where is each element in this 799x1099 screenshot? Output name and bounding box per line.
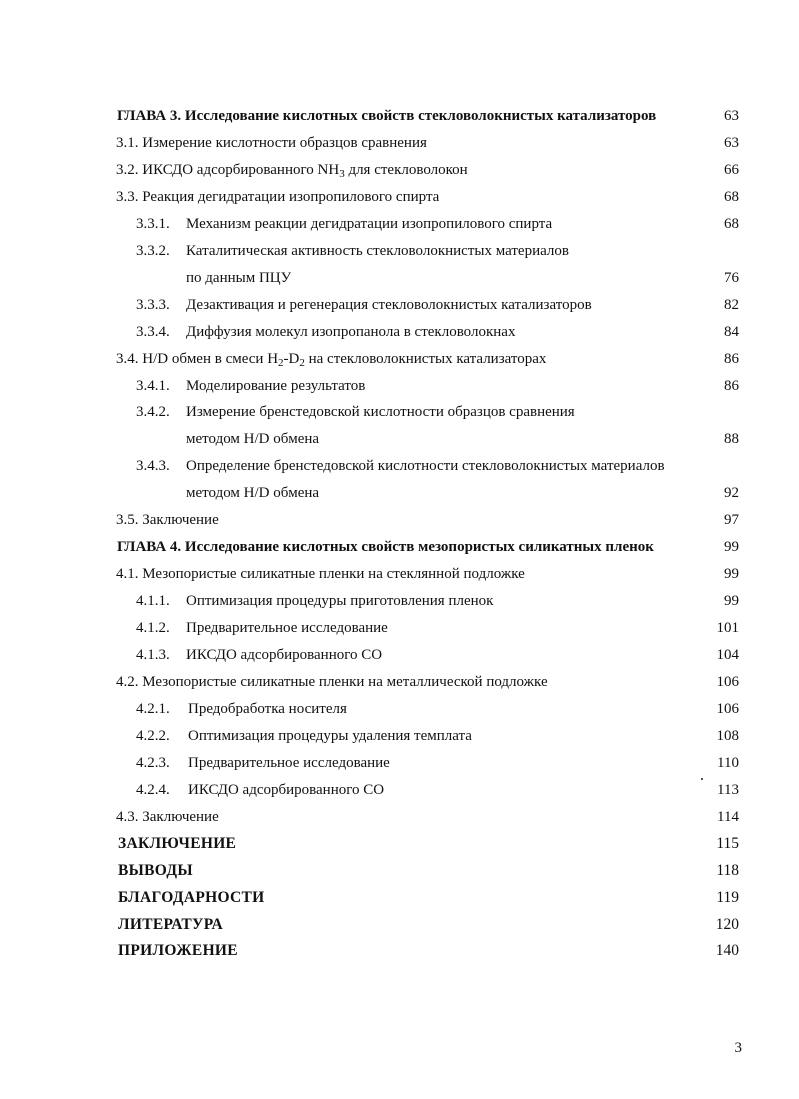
toc-entry bbox=[0, 429, 799, 456]
subsection-number: 4.2.3. bbox=[136, 754, 170, 771]
toc-entry-title bbox=[136, 645, 382, 665]
toc-entry bbox=[0, 780, 799, 807]
toc-entry-page: 76 bbox=[724, 269, 739, 286]
toc-entry-title: 3.5. Заключение bbox=[116, 512, 219, 529]
toc-entry-page: 68 bbox=[724, 215, 739, 232]
subsection-title: Оптимизация процедуры удаления темплата bbox=[188, 727, 472, 744]
toc-entry-title: ЛИТЕРАТУРА bbox=[118, 915, 223, 933]
subsection-title: Механизм реакции дегидратации изопропилового спирта bbox=[186, 215, 553, 232]
toc-entry bbox=[0, 349, 799, 376]
toc-entry bbox=[0, 295, 799, 322]
toc-entry-title: ГЛАВА 3. Исследование кислотных свойств стекловолокнистых катализаторов bbox=[117, 108, 657, 124]
toc-entry-page: 119 bbox=[716, 888, 739, 906]
title-text: -D bbox=[283, 350, 300, 367]
subsection-title: Измерение бренстедовской кислотности образцов сравнения bbox=[186, 404, 575, 421]
toc-entry bbox=[0, 699, 799, 726]
subsection-title: Предварительное исследование bbox=[188, 754, 390, 771]
toc-entry-page: 110 bbox=[717, 754, 739, 771]
toc-entry-title bbox=[136, 295, 592, 315]
toc-entry bbox=[0, 322, 799, 349]
toc-entry bbox=[0, 376, 799, 403]
subsection-title: ИКСДО адсорбированного СО bbox=[186, 647, 383, 663]
toc-entry-title: 3.1. Измерение кислотности образцов сравнения bbox=[116, 134, 427, 151]
toc-entry-page: 88 bbox=[724, 431, 739, 448]
toc-entry bbox=[0, 726, 799, 753]
title-text: на стекловолокнистых катализаторах bbox=[304, 350, 547, 367]
toc-entry-title: методом H/D обмена bbox=[186, 485, 320, 502]
toc-entry-page: 115 bbox=[716, 834, 739, 852]
subsection-number: 3.3.2. bbox=[136, 242, 170, 259]
scan-speck bbox=[701, 778, 703, 780]
toc-entry-title: 4.3. Заключение bbox=[116, 808, 219, 825]
toc-entry bbox=[0, 753, 799, 780]
subsection-title: Предобработка носителя bbox=[188, 700, 347, 717]
subsection-number: 3.3.4. bbox=[136, 323, 170, 340]
subsection-title: ИКСДО адсорбированного СО bbox=[188, 781, 385, 798]
toc-entry-page: 140 bbox=[715, 942, 739, 960]
toc-entry-page: 92 bbox=[724, 485, 739, 502]
subsection-title: Оптимизация процедуры приготовления пленок bbox=[186, 593, 494, 610]
toc-entry-page: 99 bbox=[724, 593, 739, 610]
toc-entry-title bbox=[136, 618, 388, 638]
toc-entry-page: 66 bbox=[724, 161, 739, 178]
toc-entry-title bbox=[136, 376, 365, 396]
toc-entry-page: 68 bbox=[724, 188, 739, 205]
subsection-number: 3.3.1. bbox=[136, 215, 170, 232]
subscript: 3 bbox=[339, 167, 345, 180]
toc-entry-page: 86 bbox=[724, 377, 739, 394]
toc-entry bbox=[0, 672, 799, 699]
toc-entry-title: БЛАГОДАРНОСТИ bbox=[118, 888, 265, 906]
toc-entry bbox=[0, 106, 799, 133]
subsection-title: Определение бренстедовской кислотности стекловолокнистых материалов bbox=[186, 458, 665, 475]
subsection-number: 3.4.2. bbox=[136, 404, 170, 421]
toc-entry-title bbox=[136, 753, 390, 773]
toc-entry bbox=[0, 133, 799, 160]
toc-entry-page: 104 bbox=[716, 647, 739, 663]
toc-entry-page: 101 bbox=[716, 620, 739, 636]
toc-entry-title bbox=[136, 322, 515, 342]
toc-entry-title: ВЫВОДЫ bbox=[118, 861, 193, 879]
page-number: 3 bbox=[734, 1040, 742, 1056]
toc-entry bbox=[0, 537, 799, 564]
toc-entry-title: методом H/D обмена bbox=[186, 431, 320, 448]
toc-entry-title: 3.3. Реакция дегидратации изопропилового спирта bbox=[116, 188, 440, 205]
toc-entry bbox=[0, 861, 799, 888]
subscript: 2 bbox=[278, 356, 284, 369]
toc-entry bbox=[0, 834, 799, 861]
toc-entry-title bbox=[136, 402, 575, 422]
subsection-number: 4.1.3. bbox=[136, 647, 170, 663]
toc-entry-title bbox=[136, 699, 347, 719]
toc-entry-page: 63 bbox=[724, 108, 739, 124]
toc-entry-title bbox=[136, 726, 472, 746]
subsection-title: Каталитическая активность стекловолокнистых материалов bbox=[186, 242, 569, 259]
subsection-number: 4.1.2. bbox=[136, 620, 170, 636]
title-text: 3.4. H/D обмен в смеси H bbox=[116, 350, 279, 367]
toc-entry-title: по данным ПЦУ bbox=[186, 269, 292, 286]
toc-entry-title bbox=[116, 160, 468, 180]
toc-entry-page: 82 bbox=[724, 296, 739, 313]
toc-entry bbox=[0, 268, 799, 295]
toc-entry bbox=[0, 483, 799, 510]
toc-entry bbox=[0, 241, 799, 268]
toc-entry-page: 86 bbox=[724, 350, 739, 367]
toc-entry bbox=[0, 941, 799, 968]
toc-entry-title bbox=[116, 349, 546, 369]
toc-entry bbox=[0, 915, 799, 942]
toc-entry bbox=[0, 564, 799, 591]
subsection-number: 3.3.3. bbox=[136, 296, 170, 313]
toc-entry-title: 4.2. Мезопористые силикатные пленки на металлической подложке bbox=[116, 673, 548, 690]
toc-entry-title: ЗАКЛЮЧЕНИЕ bbox=[118, 834, 237, 852]
toc-entry bbox=[0, 187, 799, 214]
toc-entry-page: 120 bbox=[715, 915, 739, 933]
toc-entry bbox=[0, 214, 799, 241]
subscript: 2 bbox=[299, 356, 305, 369]
toc-entry-title: ГЛАВА 4. Исследование кислотных свойств мезопористых силикатных пленок bbox=[117, 539, 654, 556]
toc-entry bbox=[0, 645, 799, 672]
subsection-number: 4.2.1. bbox=[136, 700, 170, 717]
subsection-title: Диффузия молекул изопропанола в стекловолокнах bbox=[186, 323, 516, 340]
toc-entry-page: 108 bbox=[716, 727, 739, 744]
toc-entry bbox=[0, 510, 799, 537]
toc-entry-page: 114 bbox=[717, 808, 739, 825]
toc-entry-title: ПРИЛОЖЕНИЕ bbox=[118, 942, 238, 960]
toc-entry-page: 99 bbox=[724, 566, 739, 583]
toc-entry-title bbox=[136, 780, 384, 800]
toc-entry bbox=[0, 456, 799, 483]
toc-entry-title bbox=[136, 214, 552, 234]
toc-entry-page: 106 bbox=[716, 673, 739, 690]
subsection-number: 4.2.2. bbox=[136, 727, 170, 744]
toc-entry-page: 118 bbox=[716, 861, 739, 879]
toc-entry-page: 99 bbox=[724, 539, 739, 556]
toc-entry bbox=[0, 888, 799, 915]
toc-entry-page: 113 bbox=[717, 781, 739, 798]
toc-entry-page: 97 bbox=[724, 512, 739, 529]
title-text: для стекловолокон bbox=[344, 161, 468, 178]
toc-entry-page: 63 bbox=[724, 134, 739, 151]
subsection-number: 3.4.1. bbox=[136, 377, 170, 394]
toc-entry-title bbox=[136, 456, 665, 476]
toc-entry bbox=[0, 160, 799, 187]
toc-entry bbox=[0, 402, 799, 429]
subsection-number: 4.1.1. bbox=[136, 593, 170, 610]
toc-entry bbox=[0, 591, 799, 618]
toc-entry-title: 4.1. Мезопористые силикатные пленки на стеклянной подложке bbox=[116, 566, 525, 583]
toc-entry bbox=[0, 618, 799, 645]
subsection-title: Дезактивация и регенерация стекловолокнистых катализаторов bbox=[186, 296, 592, 313]
subsection-number: 3.4.3. bbox=[136, 458, 170, 475]
toc-entry-title bbox=[136, 241, 569, 261]
toc-entry-page: 84 bbox=[724, 323, 739, 340]
subsection-title: Предварительное исследование bbox=[186, 620, 388, 636]
toc-entry bbox=[0, 807, 799, 834]
subsection-number: 4.2.4. bbox=[136, 781, 170, 798]
subsection-title: Моделирование результатов bbox=[186, 377, 366, 394]
toc-entry-page: 106 bbox=[716, 700, 739, 717]
title-text: 3.2. ИКСДО адсорбированного NH bbox=[116, 161, 340, 178]
toc-entry-title bbox=[136, 591, 493, 611]
